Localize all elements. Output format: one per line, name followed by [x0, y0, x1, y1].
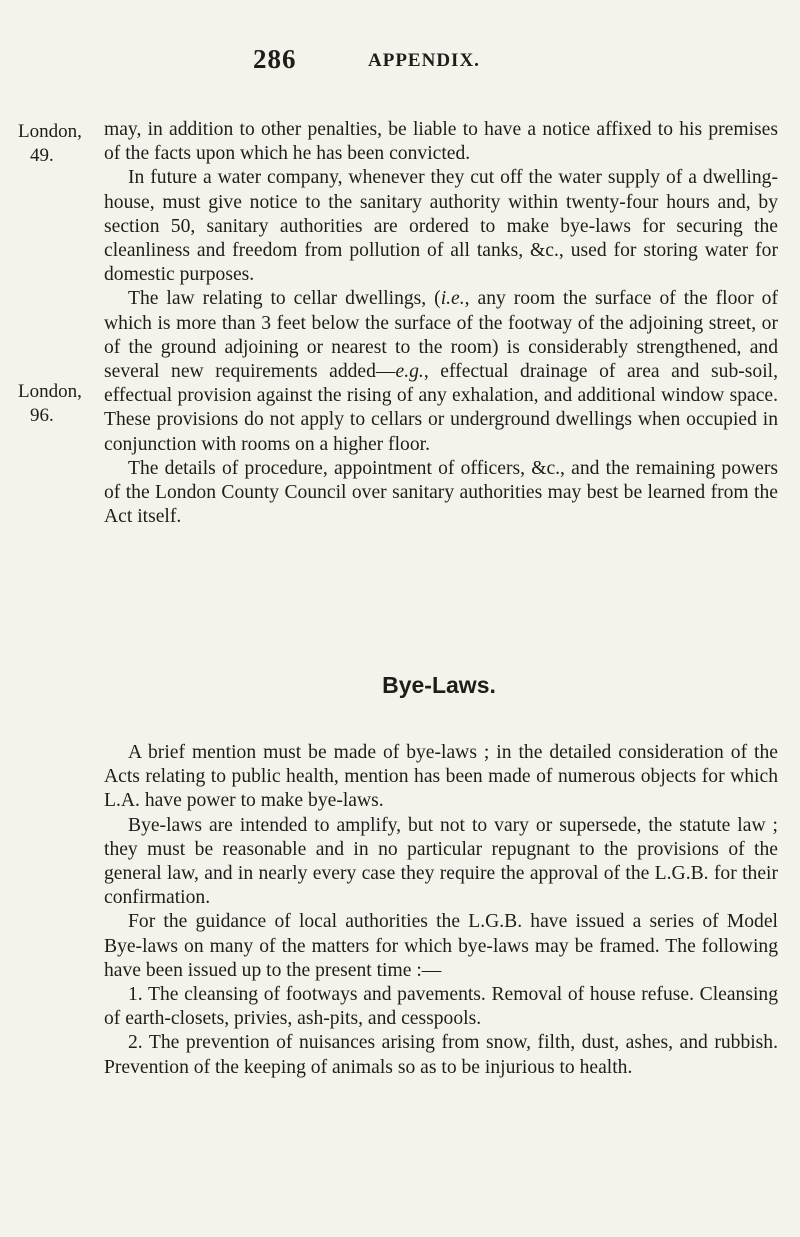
paragraph-cellar-dwellings	[104, 287, 778, 456]
text-run: , effectual drainage of area and sub-soil, effectual provision against the rising of any exhalation, and additional window space. These provisions do not apply to cellars or underground dwellings when occupied in conjunction with rooms on a higher floor.	[104, 361, 778, 455]
italic-abbrev: i.e.	[440, 288, 465, 310]
text-run: The law relating to cellar dwellings, (	[128, 288, 441, 310]
paragraph: A brief mention must be made of bye-laws ; in the detailed consideration of the Acts relating to public health, mention has been made of numerous objects for which L.A. have power to make bye-laws.	[104, 742, 778, 812]
margin-note-place: London,	[18, 121, 82, 142]
margin-note-section: 49.	[30, 145, 54, 166]
text-run: , any room the surface of the floor of which is more than 3 feet below the surface of the footway of the adjoining street, or of the ground adjoining or nearest to the room) is considerably strengthened, and several new requirements added—	[104, 288, 778, 383]
margin-note-london-96	[18, 380, 96, 428]
page-header	[0, 44, 800, 84]
paragraph: In future a water company, whenever they cut off the water supply of a dwelling-house, must give notice to the sanitary authority within twenty-four hours and, by section 50, sanitary authorities are ordered to make bye-laws for securing the cleanliness and freedom from pollution of all tanks, &c., used for storing water for domestic purposes.	[104, 167, 778, 286]
paragraph: Bye-laws are intended to amplify, but not to vary or supersede, the statute law ; they must be reasonable and in no particular repugnant to the provisions of the general law, and in nearly every case they require the approval of the L.G.B. for their confirmation.	[104, 814, 778, 909]
section-bye-laws	[104, 741, 778, 1080]
list-item: 2. The prevention of nuisances arising from snow, filth, dust, ashes, and rubbish. Prevention of the keeping of animals so as to be injurious to health.	[104, 1032, 778, 1078]
section-london-acts	[104, 118, 778, 529]
italic-abbrev: e.g.	[395, 361, 424, 383]
margin-note-place: London,	[18, 381, 82, 402]
margin-note-section: 96.	[30, 405, 54, 426]
page-number: 286	[253, 44, 297, 74]
running-head: APPENDIX.	[368, 50, 480, 71]
paragraph: may, in addition to other penalties, be liable to have a notice affixed to his premises of the facts upon which he has been convicted.	[104, 119, 778, 165]
margin-note-london-49	[18, 120, 96, 168]
section-heading-bye-laws: Bye-Laws.	[382, 672, 496, 698]
paragraph: The details of procedure, appointment of officers, &c., and the remaining powers of the London County Council over sanitary authorities may best be learned from the Act itself.	[104, 457, 778, 528]
paragraph: For the guidance of local authorities the L.G.B. have issued a series of Model Bye-laws on many of the matters for which bye-laws may be framed. The following have been issued up to the present time :—	[104, 911, 778, 981]
list-item: 1. The cleansing of footways and pavements. Removal of house refuse. Cleansing of earth-closets, privies, ash-pits, and cesspools.	[104, 984, 778, 1030]
